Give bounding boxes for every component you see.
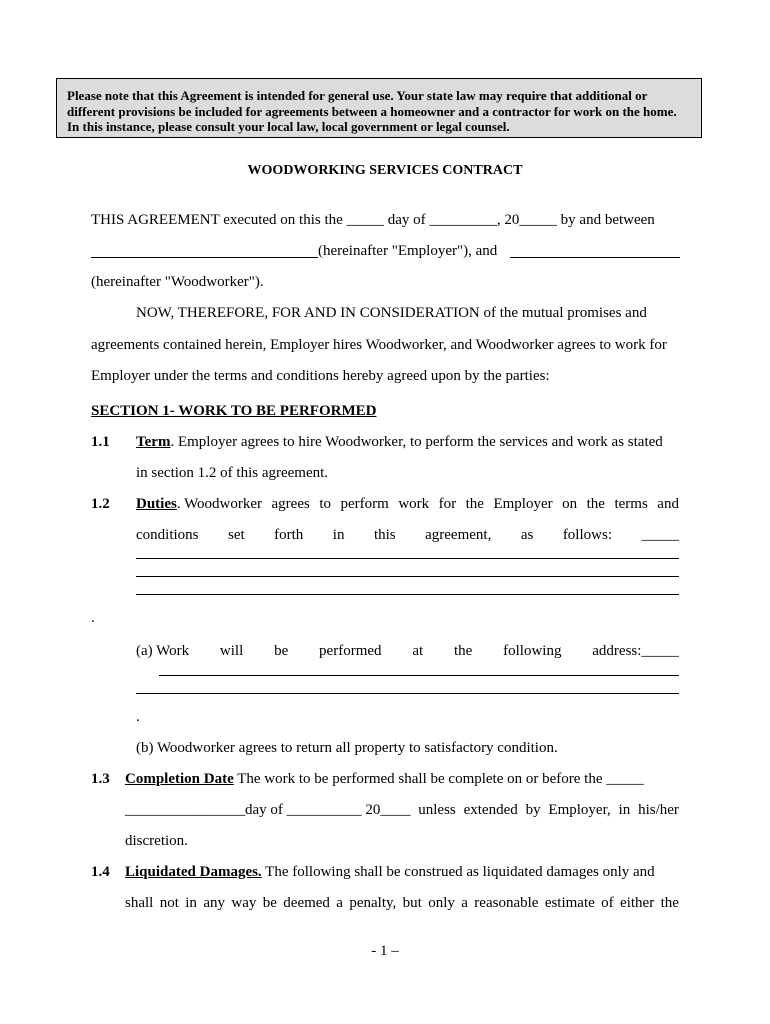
clause-1-2-line-1 <box>136 496 679 513</box>
word: the <box>453 643 473 659</box>
word: agreement, <box>425 527 492 543</box>
word: reasonable <box>474 895 539 911</box>
page-number: - 1 – <box>371 943 399 959</box>
duties-end-dot: . <box>91 610 95 626</box>
clause-1-3-term: Completion Date <box>125 771 234 787</box>
word: way <box>231 895 257 911</box>
section-1-heading: SECTION 1- WORK TO BE PERFORMED <box>91 403 377 419</box>
clause-1-1-text: . Employer agrees to hire Woodworker, to perform the services and work as stated <box>170 434 663 450</box>
word: any <box>203 895 225 911</box>
clause-1-3-line-2 <box>125 802 679 819</box>
word: be <box>274 643 289 659</box>
word: Employer, <box>548 802 611 818</box>
word: this <box>373 527 396 543</box>
clause-1-4-text: The following shall be construed as liquidated damages only and <box>261 864 655 880</box>
word: will <box>219 643 244 659</box>
word: for <box>438 496 457 512</box>
clause-1-2b: (b) Woodworker agrees to return all property to satisfactory condition. <box>136 740 558 756</box>
clause-1-2a-line-1 <box>136 643 679 660</box>
word: his/her <box>638 802 679 818</box>
word: in <box>332 527 345 543</box>
word: penalty, <box>349 895 397 911</box>
word: a <box>336 895 343 911</box>
word: but <box>402 895 422 911</box>
intro-line-3: (hereinafter "Woodworker"). <box>91 274 264 290</box>
clause-1-3-line-1 <box>125 771 644 788</box>
duties-blank-line-2[interactable] <box>136 576 679 577</box>
disclaimer-notice: Please note that this Agreement is intended for general use. Your state law may require that additional or different provisions be included for agreements between a homeowner and a contractor for work on the home. In this instance, please consult your local law, local government or legal counsel. <box>56 78 702 138</box>
clause-1-4-line-1 <box>125 864 655 881</box>
intro-line-2-text: (hereinafter "Employer"), and <box>318 243 498 259</box>
clause-1-1-number: 1.1 <box>91 434 110 450</box>
woodworker-name-blank[interactable] <box>510 257 680 258</box>
word: as <box>520 527 534 543</box>
word: address:_____ <box>592 643 679 659</box>
word: and <box>657 496 679 512</box>
word: set <box>227 527 245 543</box>
clause-1-2-term: Duties <box>136 496 177 512</box>
word: conditions <box>136 527 199 543</box>
duties-blank-line-3[interactable] <box>136 594 679 595</box>
consideration-line-1: NOW, THEREFORE, FOR AND IN CONSIDERATION of the mutual promises and <box>136 305 647 321</box>
word: following <box>503 643 562 659</box>
clause-1-3-line-3: discretion. <box>125 833 188 849</box>
word: deemed <box>283 895 330 911</box>
clause-1-2-line-2 <box>136 527 679 544</box>
employer-name-blank[interactable] <box>91 257 318 258</box>
word: agrees <box>271 496 310 512</box>
word: perform <box>340 496 389 512</box>
word: extended <box>463 802 518 818</box>
clause-1-1-line-1 <box>136 434 663 451</box>
word: a <box>461 895 468 911</box>
address-end-dot: . <box>136 709 140 725</box>
word: the <box>465 496 484 512</box>
address-blank-line-2[interactable] <box>136 693 679 694</box>
intro-line-1: THIS AGREEMENT executed on this the _____ day of _________, 20_____ by and between <box>91 212 655 228</box>
clause-1-3-number: 1.3 <box>91 771 110 787</box>
word: _____ <box>641 527 679 543</box>
clause-1-2-number: 1.2 <box>91 496 110 512</box>
word: to <box>319 496 331 512</box>
word: estimate <box>544 895 595 911</box>
word: work <box>398 496 430 512</box>
word: of <box>601 895 614 911</box>
clause-1-2-lead <box>136 496 262 513</box>
duties-blank-line-1[interactable] <box>136 558 679 559</box>
word: shall <box>125 895 154 911</box>
consideration-line-2: agreements contained herein, Employer hires Woodworker, and Woodworker agrees to work for <box>91 337 667 353</box>
address-blank-line-1[interactable] <box>159 675 679 676</box>
document-title: WOODWORKING SERVICES CONTRACT <box>247 163 523 178</box>
word: either <box>620 895 655 911</box>
word: unless <box>418 802 456 818</box>
word: the <box>586 496 605 512</box>
clause-1-4-line-2 <box>125 895 679 912</box>
word: only <box>428 895 455 911</box>
clause-1-4-term: Liquidated Damages. <box>125 864 262 880</box>
word: in <box>185 895 197 911</box>
word: forth <box>274 527 304 543</box>
clause-1-1-term: Term <box>136 434 171 450</box>
consideration-line-3: Employer under the terms and conditions hereby agreed upon by the parties: <box>91 368 550 384</box>
word: performed <box>319 643 382 659</box>
word: . Woodworker <box>176 496 263 512</box>
clause-1-4-number: 1.4 <box>91 864 110 880</box>
word: follows: <box>562 527 612 543</box>
date-blanks[interactable]: ________________day of __________ 20____ <box>125 802 411 818</box>
clause-1-3-text: The work to be performed shall be complete on or before the _____ <box>233 771 644 787</box>
word: the <box>660 895 679 911</box>
word: (a) Work <box>136 643 190 659</box>
word: Employer <box>493 496 553 512</box>
word: on <box>562 496 578 512</box>
word: in <box>618 802 631 818</box>
word: not <box>159 895 179 911</box>
word: by <box>525 802 541 818</box>
word: be <box>262 895 277 911</box>
word: at <box>412 643 424 659</box>
word: terms <box>614 496 648 512</box>
clause-1-1-line-2: in section 1.2 of this agreement. <box>136 465 329 481</box>
